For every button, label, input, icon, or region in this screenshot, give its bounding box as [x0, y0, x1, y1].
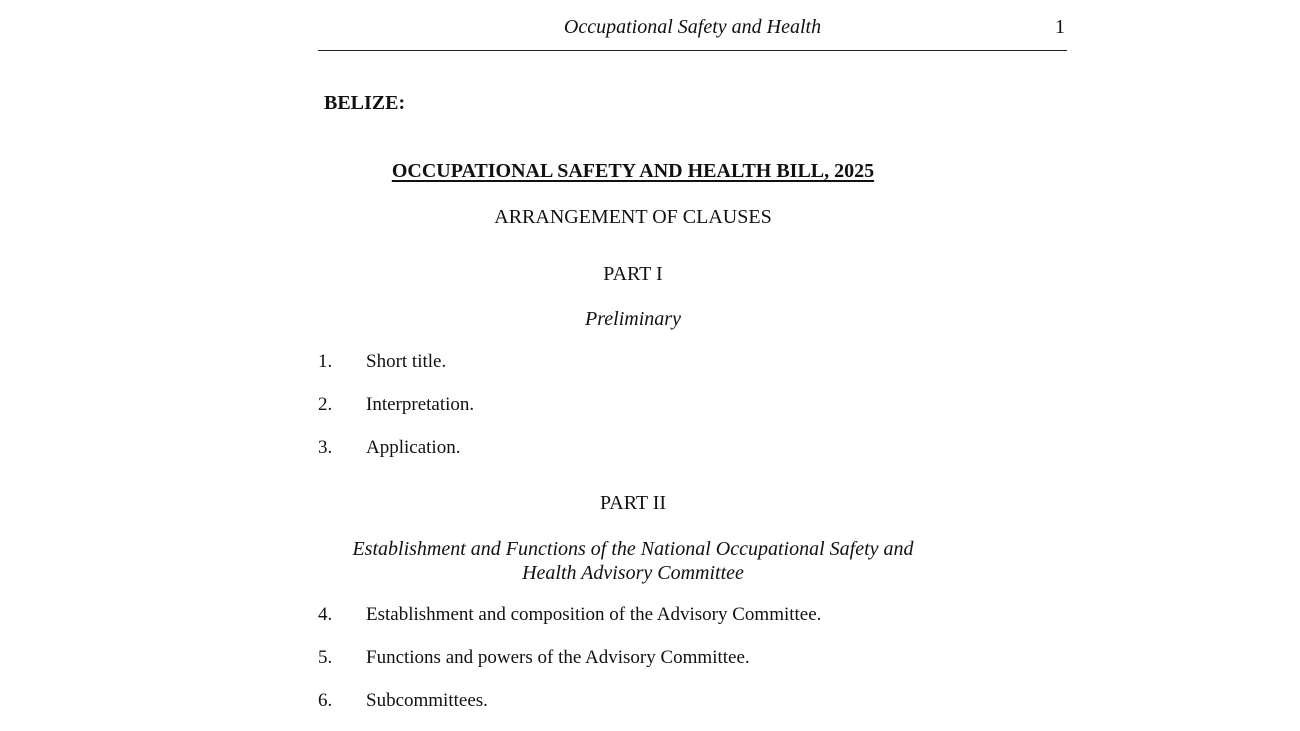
part-subtitle — [318, 308, 948, 331]
page-number: 1 — [1055, 16, 1065, 38]
clause-text: Interpretation. — [366, 394, 475, 415]
clause-item — [318, 604, 821, 626]
part-heading: PART II — [599, 492, 667, 514]
clause-number: 6. — [318, 690, 333, 711]
document-page — [318, 0, 1067, 731]
running-title: Occupational Safety and Health — [563, 16, 822, 38]
clause-text: Subcommittees. — [366, 690, 488, 711]
clause-number: 4. — [318, 604, 333, 625]
clause-item — [318, 437, 460, 459]
clause-number: 3. — [318, 437, 333, 458]
clause-number: 2. — [318, 394, 333, 415]
clause-text: Functions and powers of the Advisory Committee. — [366, 647, 750, 668]
clause-item — [318, 647, 750, 669]
part-subtitle-line: Health Advisory Committee — [522, 562, 744, 584]
clause-text: Short title. — [366, 351, 447, 372]
part-subtitle-line: Preliminary — [585, 308, 681, 330]
clause-text: Establishment and composition of the Advisory Committee. — [366, 604, 822, 625]
part-subtitle-line: Establishment and Functions of the National Occupational Safety and — [352, 538, 914, 560]
running-header — [318, 14, 1067, 51]
clause-number: 5. — [318, 647, 333, 668]
part-subtitle — [318, 537, 948, 585]
part-heading: PART I — [603, 263, 663, 285]
clause-number: 1. — [318, 351, 333, 372]
bill-title: OCCUPATIONAL SAFETY AND HEALTH BILL, 2025 — [391, 160, 875, 182]
arrangement-heading: ARRANGEMENT OF CLAUSES — [494, 206, 772, 228]
clause-item — [318, 690, 488, 712]
clause-item — [318, 394, 474, 416]
country-heading: BELIZE: — [324, 92, 406, 114]
clause-text: Application. — [366, 437, 461, 458]
clause-item — [318, 351, 446, 373]
